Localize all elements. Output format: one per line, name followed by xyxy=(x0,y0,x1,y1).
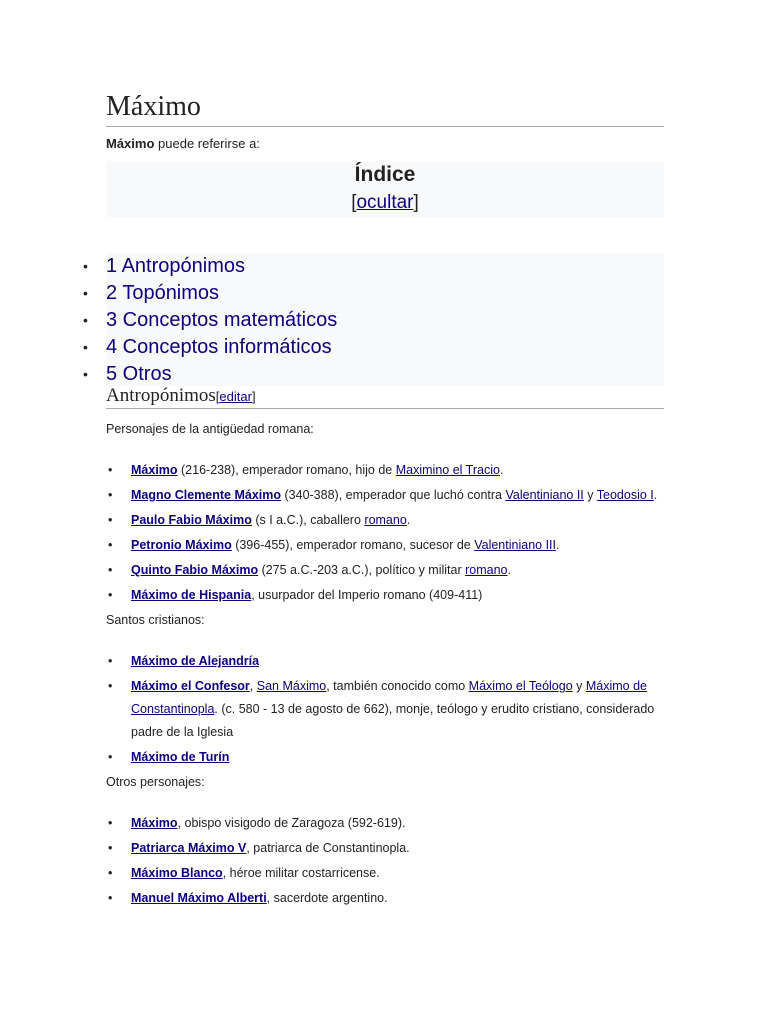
toc-item-label[interactable]: 2 Topónimos xyxy=(106,282,220,304)
page-title: Máximo xyxy=(106,88,664,127)
person-list xyxy=(106,812,664,910)
list-item xyxy=(106,862,664,885)
item-text: , xyxy=(249,679,257,693)
inline-link[interactable]: Máximo de Constantinopla xyxy=(131,679,648,716)
person-link[interactable]: Máximo el Confesor xyxy=(131,679,250,693)
person-link[interactable]: Patriarca Máximo V xyxy=(131,841,247,855)
edit-open: [ xyxy=(215,389,220,404)
toc-toggle xyxy=(106,190,664,216)
person-link[interactable]: Máximo de Turín xyxy=(131,750,230,764)
item-text: . xyxy=(499,463,504,477)
item-text: . xyxy=(653,488,658,502)
person-list xyxy=(106,459,664,607)
inline-link[interactable]: Valentiniano III xyxy=(474,538,556,552)
inline-link[interactable]: Maximino el Tracio xyxy=(395,463,500,477)
item-text: y xyxy=(583,488,597,502)
item-text: . xyxy=(406,513,411,527)
person-link[interactable]: Máximo xyxy=(131,816,178,830)
list-item xyxy=(106,559,664,582)
intro-text xyxy=(106,135,664,152)
item-text: , sacerdote argentino. xyxy=(266,891,388,905)
item-text: y xyxy=(572,679,586,693)
list-item xyxy=(106,675,664,744)
toc-hide-link[interactable]: ocultar xyxy=(356,192,414,213)
group-heading: Personajes de la antigüedad romana: xyxy=(106,422,314,436)
list-item xyxy=(106,459,664,482)
list-item xyxy=(106,887,664,910)
list-item xyxy=(106,650,664,673)
group-heading: Otros personajes: xyxy=(106,775,205,789)
edit-link[interactable]: editar xyxy=(219,389,252,404)
section-edit xyxy=(216,389,256,404)
inline-link[interactable]: Teodosio I xyxy=(596,488,654,502)
toc-item-label[interactable]: 3 Conceptos matemáticos xyxy=(106,309,338,331)
toc-title: Índice xyxy=(354,163,416,186)
inline-link[interactable]: San Máximo xyxy=(256,679,327,693)
list-item xyxy=(106,484,664,507)
inline-link[interactable]: Valentiniano II xyxy=(505,488,584,502)
item-text: (275 a.C.-203 a.C.), político y militar xyxy=(258,563,466,577)
list-item xyxy=(106,837,664,860)
inline-link[interactable]: Máximo el Teólogo xyxy=(468,679,573,693)
section-body xyxy=(106,418,664,912)
toc-list-wrap xyxy=(82,237,664,402)
section-heading xyxy=(106,384,664,409)
toc-item[interactable] xyxy=(106,334,664,361)
toc-item[interactable] xyxy=(106,307,664,334)
list-item xyxy=(106,534,664,557)
toc-item[interactable] xyxy=(106,253,664,280)
toc-toggle-open: [ xyxy=(351,192,357,213)
toc-list xyxy=(106,253,664,386)
person-link[interactable]: Manuel Máximo Alberti xyxy=(131,891,267,905)
group-heading: Santos cristianos: xyxy=(106,613,205,627)
item-text: (340-388), emperador que luchó contra xyxy=(281,488,506,502)
list-item xyxy=(106,509,664,532)
item-text: , patriarca de Constantinopla. xyxy=(246,841,410,855)
item-text: . xyxy=(507,563,511,577)
intro-rest: puede referirse a: xyxy=(154,136,260,151)
item-text: (s I a.C.), caballero xyxy=(251,513,365,527)
edit-close: ] xyxy=(251,389,256,404)
item-text: , también conocido como xyxy=(326,679,469,693)
item-text: . xyxy=(556,538,560,552)
list-item xyxy=(106,812,664,835)
inline-link[interactable]: romano xyxy=(364,513,407,527)
person-list xyxy=(106,650,664,769)
intro-term: Máximo xyxy=(106,136,155,151)
list-item xyxy=(106,584,664,607)
person-link[interactable]: Máximo xyxy=(131,463,178,477)
toc-item-label[interactable]: 1 Antropónimos xyxy=(106,255,245,277)
article xyxy=(106,88,664,905)
person-link[interactable]: Máximo de Hispania xyxy=(131,588,252,602)
person-link[interactable]: Quinto Fabio Máximo xyxy=(131,563,259,577)
item-text: . (c. 580 - 13 de agosto de 662), monje, teólogo y erudito cristiano, considerado padre de la Iglesia xyxy=(131,702,655,739)
item-text: (396-455), emperador romano, sucesor de xyxy=(231,538,475,552)
item-text: , obispo visigodo de Zaragoza (592-619). xyxy=(177,816,406,830)
person-link[interactable]: Petronio Máximo xyxy=(131,538,232,552)
item-text: , usurpador del Imperio romano (409-411) xyxy=(251,588,483,602)
item-text: (216-238), emperador romano, hijo de xyxy=(177,463,396,477)
toc-item-label[interactable]: 5 Otros xyxy=(106,363,172,385)
section-title: Antropónimos xyxy=(106,385,216,406)
person-link[interactable]: Paulo Fabio Máximo xyxy=(131,513,252,527)
person-link[interactable]: Máximo de Alejandría xyxy=(131,654,260,668)
person-link[interactable]: Máximo Blanco xyxy=(131,866,223,880)
item-text: , héroe militar costarricense. xyxy=(222,866,380,880)
person-link[interactable]: Magno Clemente Máximo xyxy=(131,488,282,502)
toc-toggle-close: ] xyxy=(413,192,419,213)
toc-header xyxy=(106,161,664,217)
inline-link[interactable]: romano xyxy=(465,563,508,577)
toc-item[interactable] xyxy=(106,280,664,307)
list-item xyxy=(106,746,664,769)
toc-item-label[interactable]: 4 Conceptos informáticos xyxy=(106,336,332,358)
